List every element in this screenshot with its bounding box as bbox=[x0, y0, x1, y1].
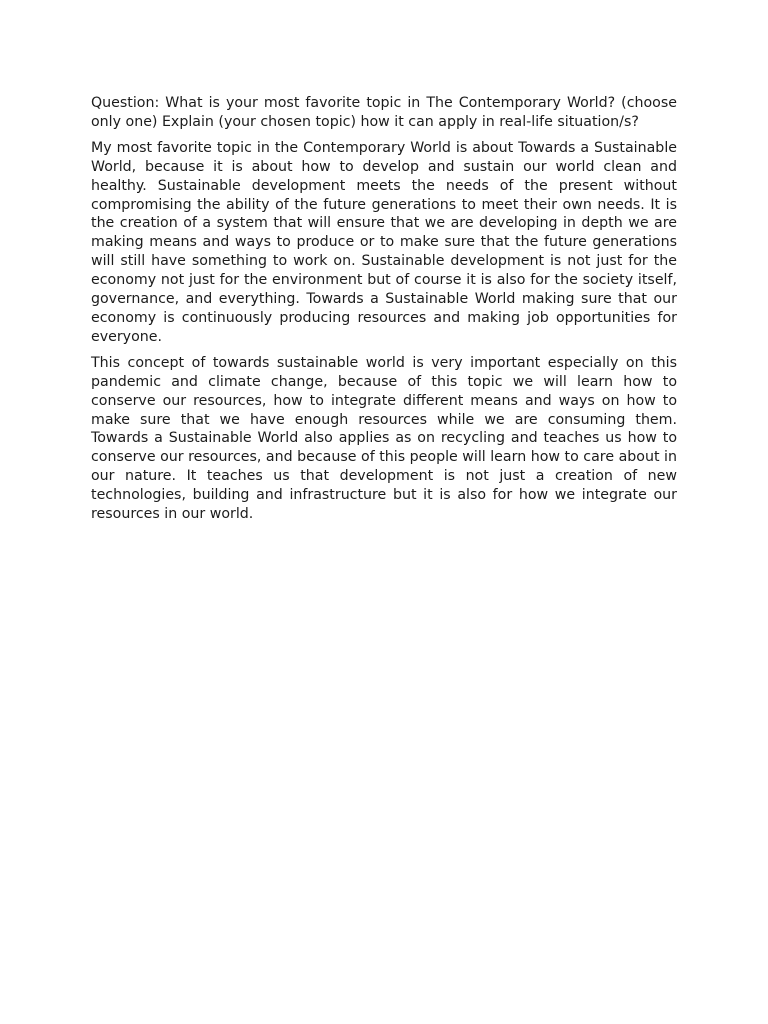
question-text: Question: What is your most favorite topic in The Contemporary World? (choose only one) Explain (your chosen topic) how it can apply in real-life situation/s? bbox=[91, 95, 677, 130]
document-body bbox=[91, 94, 677, 531]
answer-paragraph-1: My most favorite topic in the Contemporary World is about Towards a Sustainable World, because it is about how to develop and sustain our world clean and healthy. Sustainable development meets the needs of the present without compromising the ability of the future generations to meet their own needs. It is the creation of a system that will ensure that we are developing in depth we are making means and ways to produce or to make sure that the future generations will still have something to work on. Sustainable development is not just for the economy not just for the environment but of course it is also for the society itself, governance, and everything. Towards a Sustainable World making sure that our economy is continuously producing resources and making job opportunities for everyone. bbox=[91, 139, 677, 345]
answer-paragraph-2: This concept of towards sustainable world is very important especially on this pandemic and climate change, because of this topic we will learn how to conserve our resources, how to integrate different means and ways on how to make sure that we have enough resources while we are consuming them. Towards a Sustainable World also applies as on recycling and teaches us how to conserve our resources, and because of this people will learn how to care about in our nature. It teaches us that development is not just a creation of new technologies, building and infrastructure but it is also for how we integrate our resources in our world. bbox=[91, 354, 677, 523]
